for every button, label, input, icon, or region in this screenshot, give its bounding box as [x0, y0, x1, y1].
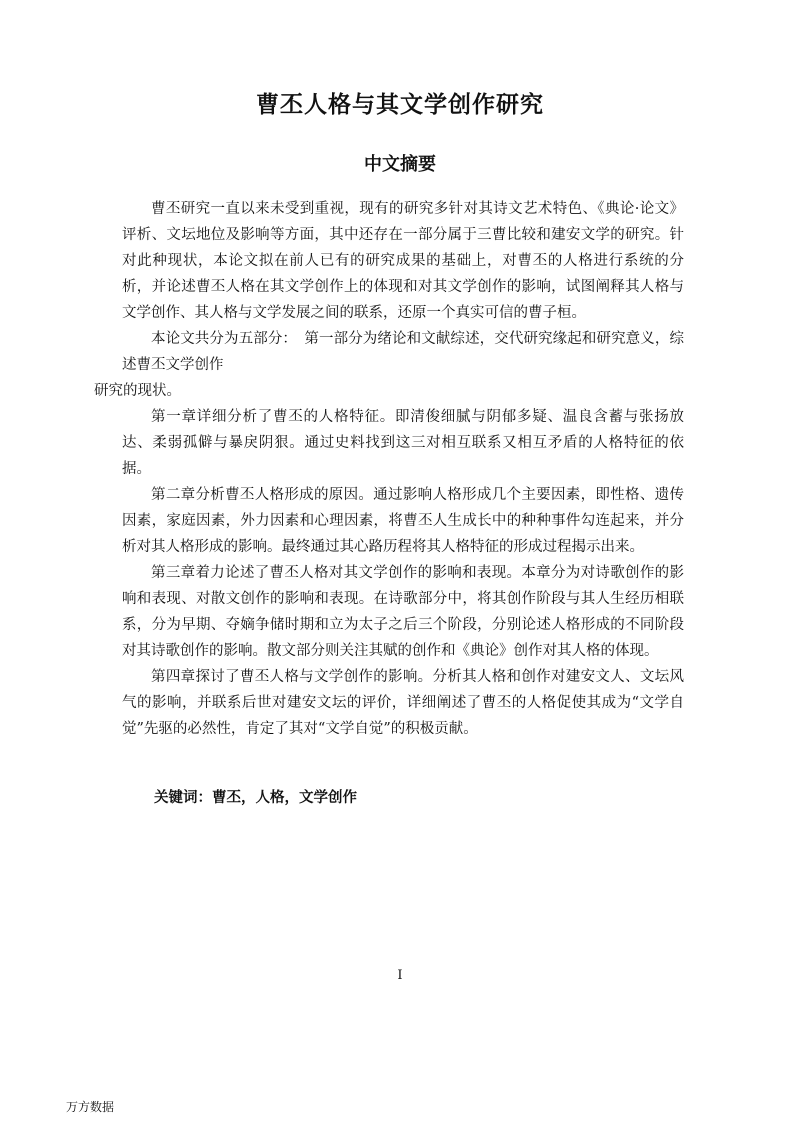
abstract-paragraph-2: 本论文共分为五部分： 第一部分为绪论和文献综述，交代研究缘起和研究意义，综述曹丕文学创作 — [122, 331, 684, 373]
document-title: 曹丕人格与其文学创作研究 — [256, 92, 544, 118]
abstract-body — [94, 196, 684, 742]
abstract-paragraph-5: 第三章着力论述了曹丕人格对其文学创作的影响和表现。本章分为对诗歌创作的影响和表现、对散文创作的影响和表现。在诗歌部分中，将其创作阶段与其人生经历相联系，分为早期、夺嫡争储时期和立为太子之后三个阶段，分别论述人格形成的不同阶段对其诗歌创作的影响。散文部分则关注其赋的创作和《典论》创作对其人格的体现。 — [122, 565, 684, 659]
page-number: I — [397, 968, 403, 983]
abstract-paragraph-4: 第二章分析曹丕人格形成的原因。通过影响人格形成几个主要因素，即性格、遗传因素，家庭因素，外力因素和心理因素，将曹丕人生成长中的种种事件勾连起来，并分析对其人格形成的影响。最终通过其心路历程将其人格特征的形成过程揭示出来。 — [122, 487, 684, 555]
watermark: 万方数据 — [66, 1100, 115, 1114]
abstract-paragraph-6: 第四章探讨了曹丕人格与文学创作的影响。分析其人格和创作对建安文人、文坛风气的影响，并联系后世对建安文坛的评价，详细阐述了曹丕的人格促使其成为“文学自觉”先驱的必然性，肯定了其对“文学自觉”的积极贡献。 — [122, 669, 684, 737]
keywords: 关键词：曹丕，人格，文学创作 — [154, 790, 357, 806]
abstract-paragraph-2-continuation: 研究的现状。 — [94, 383, 181, 399]
abstract-paragraph-3: 第一章详细分析了曹丕的人格特征。即清俊细腻与阴郁多疑、温良含蓄与张扬放达、柔弱孤僻与暴戾阴狠。通过史料找到这三对相互联系又相互矛盾的人格特征的依据。 — [122, 409, 684, 477]
abstract-heading: 中文摘要 — [364, 154, 436, 175]
abstract-paragraph-1: 曹丕研究一直以来未受到重视，现有的研究多针对其诗文艺术特色、《典论·论文》评析、文坛地位及影响等方面，其中还存在一部分属于三曹比较和建安文学的研究。针对此种现状，本论文拟在前人已有的研究成果的基础上，对曹丕的人格进行系统的分析，并论述曹丕人格在其文学创作上的体现和对其文学创作的影响，试图阐释其人格与文学创作、其人格与文学发展之间的联系，还原一个真实可信的曹子桓。 — [122, 201, 684, 321]
